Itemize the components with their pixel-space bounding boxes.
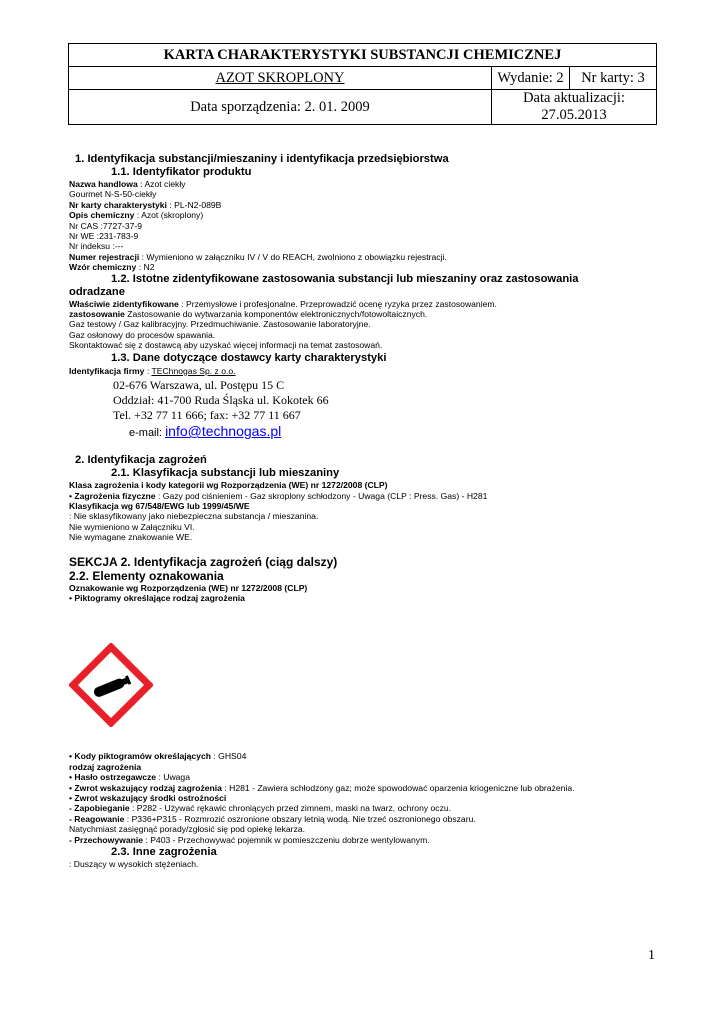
identified-uses: Właściwie zidentyfikowane : Przemysłowe i profesjonalne. Przeprowadzić ocenę ryzyka przez zastosowaniem. — [69, 298, 497, 309]
use-line-4: Skontaktować się z dostawcą aby uzyskać więcej informacji na temat zastosowań. — [69, 340, 383, 351]
section-1-2-heading: 1.2. Istotne zidentyfikowane zastosowania substancji lub mieszaniny oraz zastosowania — [111, 272, 579, 285]
email-link[interactable]: info@technogas.pl — [165, 423, 282, 440]
document-header — [68, 43, 657, 125]
chemical-formula: Wzór chemiczny : N2 — [69, 262, 155, 273]
we-number: Nr WE :231-783-9 — [69, 231, 139, 242]
other-hazards: : Duszący w wysokich stężeniach. — [69, 859, 199, 869]
response-statement: - Reagowanie : P336+P315 - Rozmrozić oszronione obszary letnią wodą. Nie trzeć oszronionego obszaru. — [69, 813, 476, 824]
chemical-description: Opis chemiczny : Azot (skroplony) — [69, 210, 204, 221]
section-2-3-heading: 2.3. Inne zagrożenia — [111, 846, 217, 858]
trade-name-line: Nazwa handlowa : Azot ciekły — [69, 179, 186, 189]
use-line-3: Gaz osłonowy do procesów spawania. — [69, 329, 216, 340]
classification-67-548-label: Klasyfikacja wg 67/548/EWG lub 1999/45/WE — [69, 500, 250, 511]
hazard-statement: • Zwrot wskazujący rodzaj zagrożenia : H281 - Zawiera schłodzony gaz; może spowodować oparzenia kriogeniczne lub obrażenia. — [69, 782, 575, 793]
created-date: Data sporządzenia: 2. 01. 2009 — [69, 90, 492, 125]
section-1-3-heading: 1.3. Dane dotyczące dostawcy karty charakterystyki — [111, 351, 387, 364]
ghs04-gas-cylinder-icon — [69, 643, 153, 727]
address-line-2: Oddział: 41-700 Ruda Śląska ul. Kokotek 66 — [113, 393, 329, 408]
section-1-1-heading: 1.1. Identyfikator produktu — [111, 166, 252, 178]
no-labelling-note: Nie wymagane znakowanie WE. — [69, 532, 193, 543]
document-body — [69, 152, 659, 869]
cas-number: Nr CAS :7727-37-9 — [69, 220, 143, 231]
section-2-1-heading: 2.1. Klasyfikacja substancji lub mieszaniny — [111, 467, 340, 480]
classification-67-548-value: : Nie sklasyfikowany jako niebezpieczna substancja / mieszanina. — [69, 511, 319, 522]
address-line-1: 02-676 Warszawa, ul. Postępu 15 C — [113, 378, 285, 393]
registration-number: Numer rejestracji : Wymieniono w załączniku IV / V do REACH, zwolniono z obowiązku rejestracji. — [69, 251, 447, 262]
email-line: e-mail: info@technogas.pl — [129, 423, 282, 440]
address-line-3: Tel. +32 77 11 666; fax: +32 77 11 667 — [113, 408, 301, 423]
signal-word: • Hasło ostrzegawcze : Uwaga — [69, 772, 190, 783]
index-number: Nr indeksu :--- — [69, 241, 124, 252]
prevention-statement: - Zapobieganie : P282 - Używać rękawic chroniących przed zimnem, maski na twarz, ochrony oczu. — [69, 803, 452, 814]
use-line-1: zastosowanie Zastosowanie do wytwarzania komponentów elektronicznych/fotowoltaicznych. — [69, 309, 428, 320]
updated-date: Data aktualizacji: 27.05.2013 — [492, 90, 657, 125]
section-2-2-heading: 2.2. Elementy oznakowania — [69, 568, 224, 583]
document-title: KARTA CHARAKTERYSTYKI SUBSTANCJI CHEMICZNEJ — [69, 44, 657, 67]
product-name: AZOT SKROPLONY — [215, 69, 345, 86]
hazard-kind: rodzaj zagrożenia — [69, 761, 142, 772]
annex-vi-note: Nie wymieniono w Załączniku VI. — [69, 521, 195, 532]
response-statement-2: Natychmiast zasięgnąć porady/zgłosić się pod opiekę lekarza. — [69, 824, 305, 835]
clp-labelling-label: Oznakowanie wg Rozporządzenia (WE) nr 1272/2008 (CLP) — [69, 582, 308, 593]
pictograms-label: • Piktogramy określające rodzaj zagrożenia — [69, 592, 245, 603]
card-line: Nr karty charakterystyki : PL-N2-089B — [69, 199, 222, 210]
edition: Wydanie: 2 — [492, 67, 570, 90]
precautionary-statements-label: • Zwrot wskazujący środki ostrożności — [69, 792, 227, 803]
physical-hazards: • Zagrożenia fizyczne : Gazy pod ciśnieniem - Gaz skroplony schłodzony - Uwaga (CLP : Press. Gas) - H281 — [69, 490, 488, 501]
card-number: Nr karty: 3 — [570, 67, 657, 90]
section-2-heading: 2. Identyfikacja zagrożeń — [75, 454, 207, 467]
use-line-2: Gaz testowy / Gaz kalibracyjny. Przedmuchiwanie. Zastosowanie laboratoryjne. — [69, 319, 371, 330]
section-1-2-heading-cont: odradzane — [69, 285, 125, 298]
section-2-continued-heading: SEKCJA 2. Identyfikacja zagrożeń (ciąg dalszy) — [69, 554, 338, 569]
page-number: 1 — [648, 948, 655, 963]
storage-statement: - Przechowywanie : P403 - Przechowywać pojemnik w pomieszczeniu dobrze wentylowanym. — [69, 834, 430, 845]
company-identification: Identyfikacja firmy : TEChnogas Sp. z o.o. — [69, 365, 236, 376]
trade-name-line-2: Gourmet N-S-50-ciekły — [69, 189, 157, 200]
section-1-heading: 1. Identyfikacja substancji/mieszaniny i identyfikacja przedsiębiorstwa — [75, 153, 449, 165]
pictogram-codes: • Kody piktogramów określających : GHS04 — [69, 751, 247, 762]
clp-classification-label: Klasa zagrożenia i kody kategorii wg Rozporządzenia (WE) nr 1272/2008 (CLP) — [69, 480, 388, 491]
